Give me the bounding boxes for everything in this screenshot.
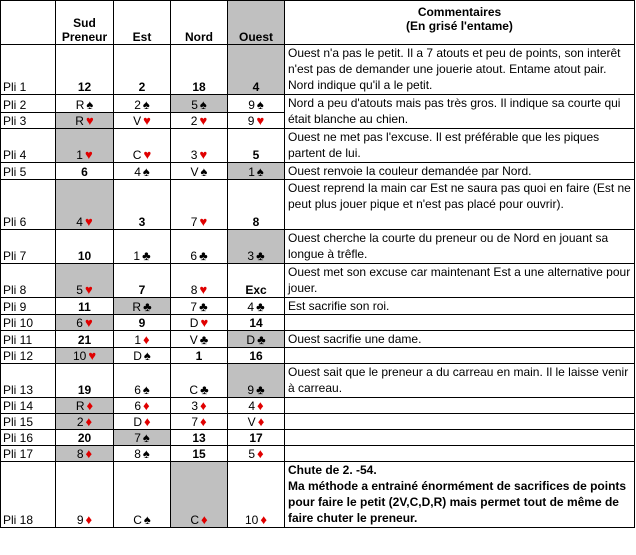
club-icon: ♣ — [199, 248, 208, 263]
heart-icon: ♥ — [84, 214, 93, 229]
card-rank: 4 — [76, 215, 83, 229]
card-sud — [56, 264, 114, 298]
card-rank: R — [132, 300, 142, 314]
card-sud — [56, 113, 114, 129]
table-row — [1, 430, 635, 446]
card-rank: 1 — [134, 333, 142, 347]
card-rank: 9 — [247, 383, 255, 397]
club-icon: ♣ — [200, 382, 209, 397]
heart-icon: ♥ — [199, 282, 208, 297]
comment-cell: Ouest sait que le preneur a du carreau en main. Il le laisse venir à carreau. — [285, 364, 635, 398]
card-rank: D — [133, 415, 143, 429]
comment-cell: Ouest reprend la main car Est ne saura pas quoi en faire (Est ne peut plus jouer pique et n'est pas placé pour ouvrir). — [285, 180, 635, 230]
card-rank: V — [189, 333, 198, 347]
club-icon: ♣ — [256, 382, 265, 397]
card-ouest — [228, 113, 285, 129]
card-rank: 6 — [81, 165, 88, 179]
pli-label: Pli 6 — [1, 180, 56, 230]
table-row — [1, 331, 635, 348]
card-ouest — [228, 230, 285, 264]
pli-label: Pli 1 — [1, 45, 56, 95]
card-rank: 9 — [138, 316, 146, 330]
card-nord — [171, 163, 228, 180]
card-sud — [56, 230, 114, 264]
card-rank: 1 — [133, 249, 141, 263]
card-rank: V — [133, 114, 142, 128]
diamond-icon: ♦ — [85, 446, 93, 461]
heart-icon: ♥ — [143, 113, 151, 128]
diamond-icon: ♦ — [257, 446, 264, 461]
pli-label: Pli 13 — [1, 364, 56, 398]
card-rank: 6 — [76, 316, 83, 330]
heart-icon: ♥ — [199, 113, 208, 128]
pli-label: Pli 4 — [1, 129, 56, 163]
card-rank: 9 — [76, 513, 84, 527]
card-est — [114, 230, 171, 264]
card-rank: 3 — [138, 215, 146, 229]
card-ouest — [228, 129, 285, 163]
header-ouest — [228, 1, 285, 45]
card-est — [114, 462, 171, 528]
comment-cell — [285, 430, 635, 446]
card-nord — [171, 398, 228, 414]
card-rank: 10 — [77, 249, 92, 263]
table-row — [1, 264, 635, 298]
header-sud-label: Sud Preneur — [61, 16, 108, 44]
spade-icon: ♠ — [256, 97, 264, 112]
pli-label: Pli 5 — [1, 163, 56, 180]
comment-cell: Ouest cherche la courte du preneur ou de Nord en jouant sa longue à trêfle. — [285, 230, 635, 264]
card-rank: 13 — [192, 431, 206, 445]
card-est — [114, 180, 171, 230]
comment-cell — [285, 398, 635, 414]
card-rank: 21 — [77, 333, 92, 347]
comment-cell: Chute de 2. -54. Ma méthode a entrainé énormément de sacrifices de points pour faire le petit (2V,C,D,R) mais permet tout de même de faire chuter le preneur. — [285, 462, 635, 528]
card-sud — [56, 45, 114, 95]
spade-icon: ♠ — [142, 382, 150, 397]
card-rank: C — [133, 513, 142, 527]
card-rank: 14 — [249, 316, 263, 330]
card-rank: 4 — [252, 80, 260, 94]
comment-cell — [285, 446, 635, 462]
card-rank: C — [190, 513, 200, 527]
club-icon: ♣ — [257, 332, 266, 347]
table-row — [1, 462, 635, 528]
card-rank: 3 — [191, 399, 199, 413]
card-rank: 8 — [76, 447, 84, 461]
card-est — [114, 446, 171, 462]
pli-label: Pli 14 — [1, 398, 56, 414]
card-sud — [56, 298, 114, 315]
card-rank: 15 — [192, 447, 206, 461]
pli-label: Pli 8 — [1, 264, 56, 298]
table-row — [1, 129, 635, 163]
table-row — [1, 163, 635, 180]
header-nord-label: Nord — [185, 30, 213, 44]
card-rank: 18 — [192, 80, 206, 94]
spade-icon: ♠ — [142, 164, 150, 179]
card-rank: R — [75, 399, 85, 413]
header-comment-label: Commentaires (En grisé l'entame) — [406, 5, 513, 33]
card-ouest — [228, 45, 285, 95]
header-row — [1, 1, 635, 45]
card-nord — [171, 430, 228, 446]
card-ouest — [228, 180, 285, 230]
table-row — [1, 95, 635, 113]
pli-label: Pli 10 — [1, 315, 56, 331]
card-sud — [56, 446, 114, 462]
heart-icon: ♥ — [199, 214, 208, 229]
comment-cell: Ouest ne met pas l'excuse. Il est préférable que les piques partent de lui. — [285, 129, 635, 163]
comment-cell: Ouest renvoie la couleur demandée par Nord. — [285, 163, 635, 180]
heart-icon: ♥ — [84, 282, 93, 297]
card-rank: 6 — [134, 399, 142, 413]
card-rank: 4 — [247, 300, 255, 314]
card-nord — [171, 95, 228, 113]
pli-label: Pli 9 — [1, 298, 56, 315]
card-rank: 7 — [191, 415, 199, 429]
card-rank: 4 — [134, 165, 141, 179]
card-sud — [56, 462, 114, 528]
card-ouest — [228, 348, 285, 364]
diamond-icon: ♦ — [143, 398, 150, 413]
card-rank: 10 — [72, 349, 87, 363]
card-rank: C — [189, 383, 199, 397]
card-est — [114, 129, 171, 163]
card-rank: V — [247, 415, 256, 429]
comment-cell — [285, 315, 635, 331]
card-nord — [171, 45, 228, 95]
card-ouest — [228, 414, 285, 430]
spade-icon: ♠ — [142, 97, 150, 112]
club-icon: ♣ — [256, 299, 265, 314]
club-icon: ♣ — [142, 248, 151, 263]
card-sud — [56, 398, 114, 414]
card-rank: 6 — [190, 249, 198, 263]
card-sud — [56, 180, 114, 230]
table-row — [1, 414, 635, 430]
card-ouest — [228, 398, 285, 414]
card-nord — [171, 462, 228, 528]
card-ouest — [228, 331, 285, 348]
card-nord — [171, 230, 228, 264]
spade-icon: ♠ — [142, 430, 150, 445]
card-rank: 5 — [252, 148, 260, 162]
card-rank: 9 — [248, 98, 255, 112]
card-nord — [171, 446, 228, 462]
card-rank: 7 — [190, 300, 198, 314]
heart-icon: ♥ — [85, 113, 94, 128]
header-sud — [56, 1, 114, 45]
diamond-icon: ♦ — [257, 414, 265, 429]
heart-icon: ♥ — [256, 113, 265, 128]
card-ouest — [228, 298, 285, 315]
card-ouest — [228, 446, 285, 462]
card-est — [114, 430, 171, 446]
table-row — [1, 180, 635, 230]
card-sud — [56, 95, 114, 113]
card-sud — [56, 331, 114, 348]
comment-cell: Ouest n'a pas le petit. Il a 7 atouts et peu de points, son interêt n'est pas de demander une jouerie atout. Entame atout pair. Nord indique qu'il a le petit. — [285, 45, 635, 95]
card-sud — [56, 315, 114, 331]
card-rank: 1 — [248, 165, 255, 179]
table-row — [1, 348, 635, 364]
spade-icon: ♠ — [256, 164, 264, 179]
trick-rows — [1, 45, 635, 528]
card-sud — [56, 163, 114, 180]
header-nord — [171, 1, 228, 45]
heart-icon: ♥ — [84, 147, 93, 162]
card-rank: 2 — [190, 114, 198, 128]
card-est — [114, 95, 171, 113]
card-rank: 2 — [138, 80, 146, 94]
card-est — [114, 113, 171, 129]
heart-icon: ♥ — [88, 348, 97, 363]
card-sud — [56, 364, 114, 398]
card-nord — [171, 180, 228, 230]
pli-label: Pli 17 — [1, 446, 56, 462]
card-est — [114, 298, 171, 315]
pli-label: Pli 18 — [1, 462, 56, 528]
diamond-icon: ♦ — [143, 332, 150, 347]
card-sud — [56, 414, 114, 430]
header-comment — [285, 1, 635, 45]
card-rank: 4 — [248, 399, 256, 413]
diamond-icon: ♦ — [201, 512, 208, 527]
card-rank: 3 — [190, 148, 198, 162]
card-sud — [56, 129, 114, 163]
card-ouest — [228, 264, 285, 298]
diamond-icon: ♦ — [200, 398, 207, 413]
spade-icon: ♠ — [199, 97, 207, 112]
card-ouest — [228, 462, 285, 528]
card-rank: Exc — [245, 283, 267, 297]
club-icon: ♣ — [199, 299, 208, 314]
pli-label: Pli 12 — [1, 348, 56, 364]
spade-icon: ♠ — [142, 446, 150, 461]
header-est-label: Est — [132, 30, 152, 44]
card-rank: R — [75, 98, 85, 112]
card-nord — [171, 298, 228, 315]
card-est — [114, 264, 171, 298]
spade-icon: ♠ — [143, 348, 151, 363]
diamond-icon: ♦ — [200, 414, 207, 429]
pli-label: Pli 16 — [1, 430, 56, 446]
pli-label: Pli 15 — [1, 414, 56, 430]
card-rank: 16 — [249, 349, 263, 363]
heart-icon: ♥ — [143, 147, 152, 162]
card-rank: 8 — [190, 283, 198, 297]
card-est — [114, 348, 171, 364]
card-rank: 8 — [252, 215, 260, 229]
spade-icon: ♠ — [143, 512, 151, 527]
card-rank: 5 — [191, 98, 198, 112]
card-rank: 9 — [247, 114, 255, 128]
diamond-icon: ♦ — [257, 398, 264, 413]
table-row — [1, 364, 635, 398]
pli-label: Pli 11 — [1, 331, 56, 348]
card-rank: 19 — [77, 383, 92, 397]
card-nord — [171, 364, 228, 398]
card-rank: D — [133, 349, 142, 363]
card-rank: 6 — [134, 383, 141, 397]
card-est — [114, 414, 171, 430]
card-rank: D — [246, 333, 256, 347]
card-rank: 5 — [76, 283, 83, 297]
card-rank: 12 — [77, 80, 92, 94]
card-nord — [171, 315, 228, 331]
diamond-icon: ♦ — [144, 414, 151, 429]
comment-cell: Est sacrifie son roi. — [285, 298, 635, 315]
card-rank: C — [132, 148, 142, 162]
club-icon: ♣ — [143, 299, 152, 314]
card-rank: 8 — [134, 447, 141, 461]
card-rank: R — [75, 114, 84, 128]
diamond-icon: ♦ — [260, 512, 267, 527]
table-row — [1, 230, 635, 264]
card-rank: 11 — [78, 300, 91, 314]
comment-cell: Ouest sacrifie une dame. — [285, 331, 635, 348]
card-est — [114, 331, 171, 348]
card-est — [114, 398, 171, 414]
card-ouest — [228, 364, 285, 398]
card-nord — [171, 129, 228, 163]
card-ouest — [228, 95, 285, 113]
card-nord — [171, 113, 228, 129]
pli-label: Pli 2 — [1, 95, 56, 113]
club-icon: ♣ — [199, 332, 209, 347]
diamond-icon: ♦ — [86, 398, 94, 413]
diamond-icon: ♦ — [85, 512, 93, 527]
pli-label: Pli 7 — [1, 230, 56, 264]
pli-label: Pli 3 — [1, 113, 56, 129]
card-nord — [171, 348, 228, 364]
card-rank: 1 — [195, 349, 203, 363]
header-ouest-label: Ouest — [238, 30, 273, 44]
card-sud — [56, 430, 114, 446]
card-nord — [171, 264, 228, 298]
card-est — [114, 315, 171, 331]
card-rank: 10 — [245, 513, 259, 527]
card-est — [114, 163, 171, 180]
card-est — [114, 45, 171, 95]
card-nord — [171, 414, 228, 430]
table-row — [1, 298, 635, 315]
card-rank: D — [189, 316, 199, 330]
card-rank: 7 — [138, 283, 146, 297]
header-pli — [1, 1, 56, 45]
card-nord — [171, 331, 228, 348]
card-rank: V — [190, 165, 199, 179]
comment-cell — [285, 414, 635, 430]
table-row — [1, 446, 635, 462]
card-rank: 1 — [76, 148, 83, 162]
heart-icon: ♥ — [199, 147, 208, 162]
card-sud — [56, 348, 114, 364]
card-rank: 7 — [190, 215, 198, 229]
comment-cell: Ouest met son excuse car maintenant Est a une alternative pour jouer. — [285, 264, 635, 298]
card-ouest — [228, 315, 285, 331]
card-rank: 17 — [249, 431, 263, 445]
heart-icon: ♥ — [84, 315, 93, 330]
card-rank: 5 — [248, 447, 256, 461]
comment-cell: Nord a peu d'atouts mais pas très gros. Il indique sa courte qui était blanche au chien. — [285, 95, 635, 129]
club-icon: ♣ — [256, 248, 265, 263]
heart-icon: ♥ — [200, 315, 209, 330]
diamond-icon: ♦ — [85, 414, 93, 429]
table-row — [1, 315, 635, 331]
card-rank: 2 — [134, 98, 141, 112]
table-row — [1, 45, 635, 95]
spade-icon: ♠ — [86, 97, 94, 112]
comment-cell — [285, 348, 635, 364]
table-row — [1, 398, 635, 414]
card-rank: 2 — [76, 415, 84, 429]
card-ouest — [228, 430, 285, 446]
card-rank: 3 — [247, 249, 255, 263]
card-est — [114, 364, 171, 398]
spade-icon: ♠ — [200, 164, 208, 179]
card-rank: 7 — [134, 431, 141, 445]
card-ouest — [228, 163, 285, 180]
card-rank: 20 — [77, 431, 92, 445]
header-est — [114, 1, 171, 45]
